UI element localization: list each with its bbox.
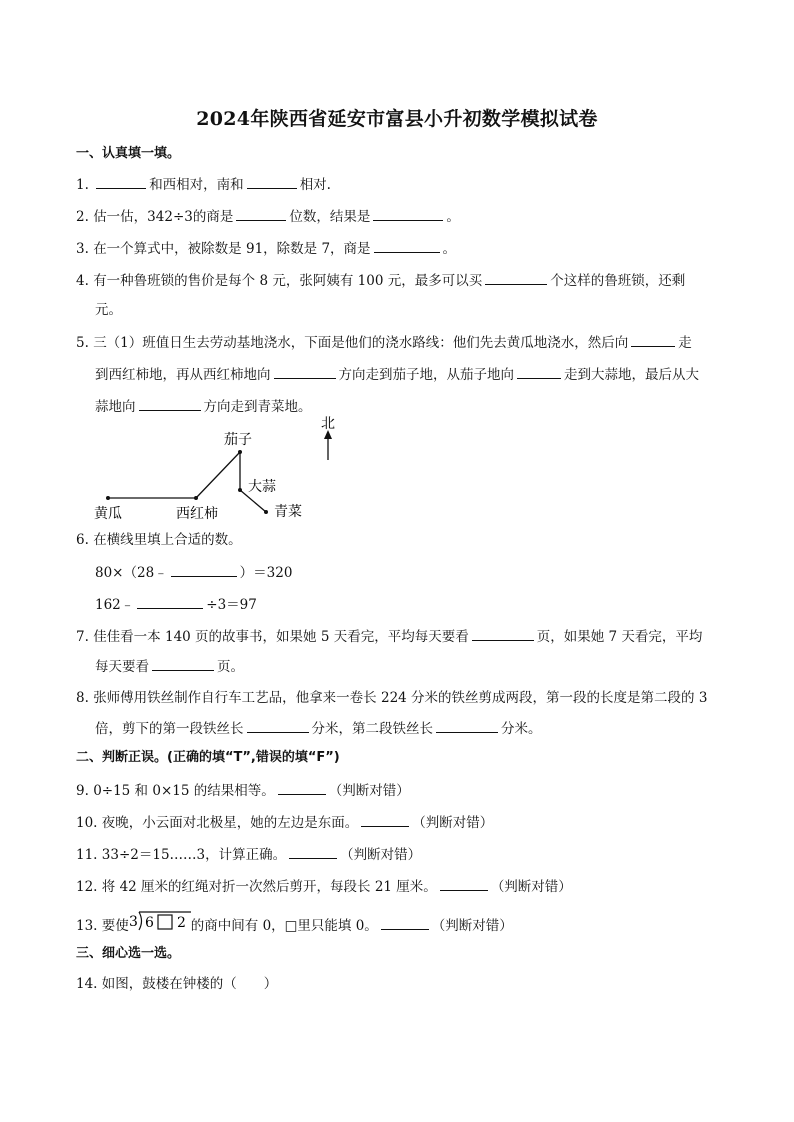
- question-text: 33÷2＝15……3，计算正确。: [101, 847, 287, 863]
- question-10: [76, 812, 493, 833]
- judge-hint: （判断对错）: [431, 918, 513, 934]
- question-number: 7.: [76, 629, 89, 645]
- answer-blank[interactable]: [152, 656, 214, 671]
- answer-blank[interactable]: [381, 915, 429, 930]
- question-text: 每天要看: [95, 659, 149, 675]
- question-4-cont: [95, 300, 122, 320]
- route-point: [238, 488, 242, 492]
- question-8-cont: [95, 718, 542, 739]
- question-4: [76, 270, 685, 291]
- question-number: 12.: [76, 879, 98, 895]
- question-number: 13.: [76, 918, 98, 934]
- long-division-figure: [129, 914, 191, 936]
- answer-blank[interactable]: [472, 626, 534, 641]
- question-text: 在一个算式中，被除数是 91，除数是 7，商是: [93, 241, 371, 257]
- question-12: [76, 876, 572, 897]
- route-point: [264, 510, 268, 514]
- question-1: [76, 174, 331, 195]
- greens-label: 青菜: [274, 504, 302, 520]
- question-14: [76, 974, 277, 994]
- answer-blank[interactable]: [289, 844, 337, 859]
- question-text: 有一种鲁班锁的售价是每个 8 元，张阿姨有 100 元，最多可以买: [93, 273, 483, 289]
- question-text: 将 42 厘米的红绳对折一次然后剪开，每段长 21 厘米。: [101, 879, 437, 895]
- question-3: [76, 238, 456, 259]
- section-heading-3: 三、细心选一选。: [76, 946, 181, 961]
- question-6: [76, 530, 242, 550]
- equation-text: ÷3＝97: [206, 597, 257, 613]
- answer-blank[interactable]: [96, 174, 146, 189]
- question-text: 元。: [95, 302, 122, 318]
- blank-square-icon: [158, 915, 172, 929]
- answer-blank[interactable]: [139, 396, 201, 411]
- question-number: 10.: [76, 815, 98, 831]
- garlic-label: 大蒜: [248, 479, 276, 495]
- answer-blank[interactable]: [171, 562, 237, 577]
- equation-text: 80×（28﹣: [95, 565, 168, 581]
- section-heading-2: 二、判断正误。(正确的填“T”,错误的填“F”): [76, 750, 340, 765]
- question-text: 倍，剪下的第一段铁丝长: [95, 721, 244, 737]
- question-text: 如图，鼓楼在钟楼的（ ）: [101, 976, 278, 992]
- answer-blank[interactable]: [137, 594, 203, 609]
- divisor-digit: 3: [128, 914, 138, 930]
- question-text: 三（1）班值日生去劳动基地浇水，下面是他们的浇水路线：他们先去黄瓜地浇水，然后向: [93, 335, 629, 351]
- question-8: [76, 688, 707, 708]
- question-2: [76, 206, 460, 227]
- question-text: 方向走到茄子地，从茄子地向: [338, 367, 514, 383]
- answer-blank[interactable]: [374, 238, 440, 253]
- question-text: 估一估，342÷3的商是: [93, 209, 234, 225]
- eggplant-label: 茄子: [224, 432, 252, 448]
- question-text: 位数，结果是: [289, 209, 371, 225]
- answer-blank[interactable]: [436, 718, 498, 733]
- question-text: 走到大蒜地，最后从大: [564, 367, 699, 383]
- division-bracket-icon: [139, 912, 142, 930]
- equation-text: ）＝320: [239, 565, 293, 581]
- question-number: 8.: [76, 690, 89, 706]
- question-text: 0÷15 和 0×15 的结果相等。: [93, 783, 275, 799]
- route-line: [196, 452, 240, 498]
- question-number: 6.: [76, 532, 89, 548]
- answer-blank[interactable]: [485, 270, 547, 285]
- answer-blank[interactable]: [373, 206, 443, 221]
- question-6-eq2: [95, 594, 257, 615]
- route-point: [194, 496, 198, 500]
- route-diagram: [80, 414, 340, 526]
- question-text: 方向走到青菜地。: [203, 399, 312, 415]
- tomato-label: 西红柿: [176, 506, 218, 522]
- question-text: 页。: [217, 659, 244, 675]
- question-number: 1.: [76, 177, 89, 193]
- question-11: [76, 844, 421, 865]
- judge-hint: （判断对错）: [490, 879, 572, 895]
- question-text: 要使: [101, 918, 129, 934]
- answer-blank[interactable]: [361, 812, 409, 827]
- route-point: [106, 496, 110, 500]
- answer-blank[interactable]: [278, 780, 326, 795]
- question-text: 的商中间有 0，□里只能填 0。: [190, 918, 378, 934]
- north-label: 北: [321, 416, 335, 432]
- route-point: [238, 450, 242, 454]
- cucumber-label: 黄瓜: [94, 506, 122, 522]
- question-13: [76, 914, 513, 936]
- section-heading-1: 一、认真填一填。: [76, 146, 181, 161]
- judge-hint: （判断对错）: [412, 815, 494, 831]
- page-title: 2024年陕西省延安市富县小升初数学模拟试卷: [196, 108, 598, 130]
- question-text: 夜晚，小云面对北极星，她的左边是东面。: [101, 815, 359, 831]
- question-5: [76, 332, 692, 353]
- dividend-digit: 2: [176, 915, 186, 931]
- question-7: [76, 626, 702, 647]
- question-text: 张师傅用铁丝制作自行车工艺品，他拿来一卷长 224 分米的铁丝剪成两段，第一段的长度是第二段的 3: [93, 690, 708, 706]
- question-9: [76, 780, 410, 801]
- equation-text: 162﹣: [95, 597, 135, 613]
- judge-hint: （判断对错）: [328, 783, 410, 799]
- question-5-line2: [95, 364, 699, 385]
- dividend-digit: 6: [144, 915, 154, 931]
- question-number: 14.: [76, 976, 98, 992]
- answer-blank[interactable]: [247, 718, 309, 733]
- question-text: 在横线里填上合适的数。: [93, 532, 242, 548]
- answer-blank[interactable]: [247, 174, 297, 189]
- question-text: 走: [678, 335, 692, 351]
- answer-blank[interactable]: [631, 332, 675, 347]
- question-number: 4.: [76, 273, 89, 289]
- question-number: 9.: [76, 783, 89, 799]
- question-number: 5.: [76, 335, 89, 351]
- judge-hint: （判断对错）: [340, 847, 422, 863]
- question-text: 分米，第二段铁丝长: [311, 721, 433, 737]
- question-number: 3.: [76, 241, 89, 257]
- question-text: 分米。: [501, 721, 542, 737]
- question-number: 11.: [76, 847, 98, 863]
- answer-blank[interactable]: [274, 364, 336, 379]
- question-text: 到西红柿地，再从西红柿地向: [95, 367, 271, 383]
- question-number: 2.: [76, 209, 89, 225]
- question-text: 相对.: [299, 177, 331, 193]
- question-text: 页，如果她 7 天看完，平均: [536, 629, 703, 645]
- question-7-cont: [95, 656, 244, 677]
- question-text: 。: [446, 209, 460, 225]
- answer-blank[interactable]: [440, 876, 488, 891]
- question-6-eq1: [95, 562, 292, 583]
- answer-blank[interactable]: [236, 206, 286, 221]
- question-text: 和西相对，南和: [149, 177, 244, 193]
- question-text: 个这样的鲁班锁，还剩: [550, 273, 686, 289]
- answer-blank[interactable]: [517, 364, 561, 379]
- question-text: 佳佳看一本 140 页的故事书，如果她 5 天看完，平均每天要看: [93, 629, 469, 645]
- question-text: 。: [442, 241, 457, 257]
- question-text: 蒜地向: [95, 399, 136, 415]
